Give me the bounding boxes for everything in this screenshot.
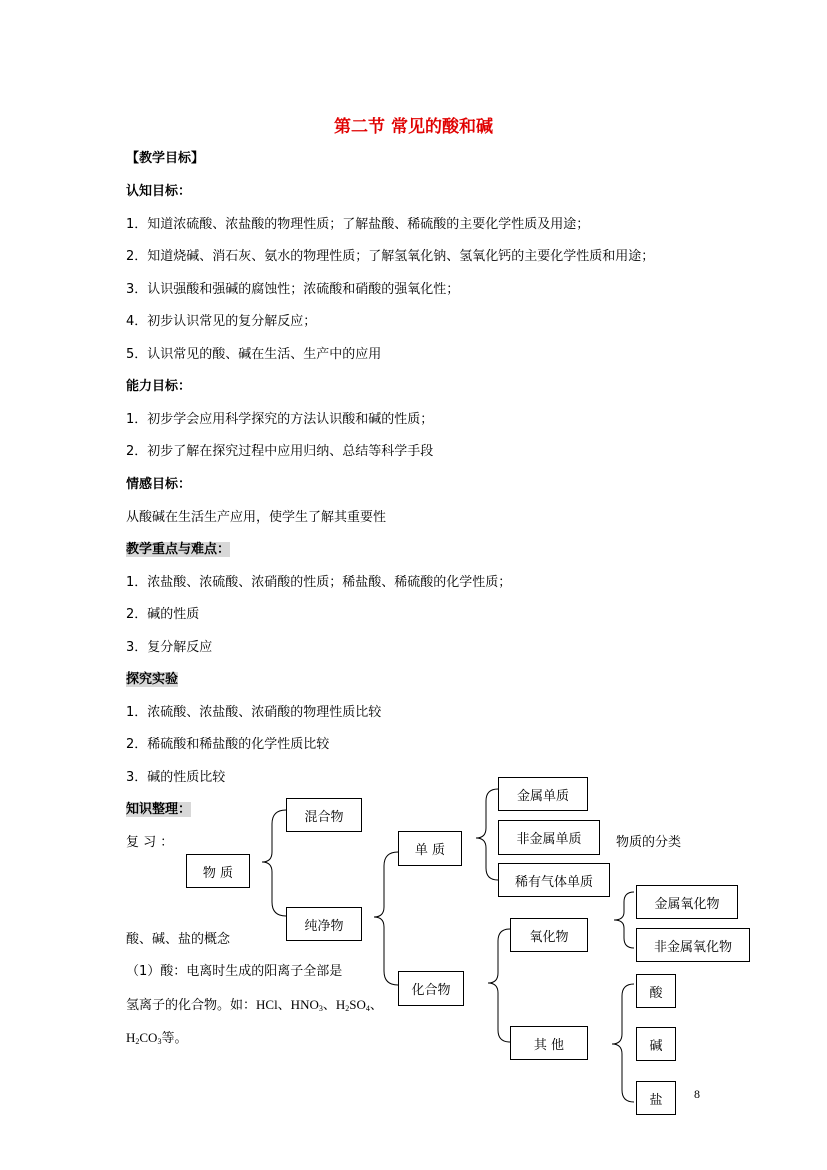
cognitive-item: 1．知道浓硫酸、浓盐酸的物理性质；了解盐酸、稀硫酸的主要化学性质及用途； (126, 217, 590, 232)
cognitive-item: 3．认识强酸和强碱的腐蚀性；浓硫酸和硝酸的强氧化性； (126, 282, 460, 297)
node-nonmetal-oxide: 非金属氧化物 (636, 928, 750, 962)
keypoints-header: 教学重点与难点： (126, 542, 231, 557)
cognitive-item: 4．初步认识常见的复分解反应； (126, 314, 317, 329)
ability-header: 能力目标： (126, 379, 192, 394)
goals-header: 【教学目标】 (126, 151, 205, 166)
knowledge-header: 知识整理： (126, 802, 192, 817)
ability-item: 2．初步了解在探究过程中应用归纳、总结等科学手段 (126, 444, 434, 459)
acid-definition: （1）酸：电离时生成的阳离子全部是 (126, 964, 343, 979)
node-pure: 纯净物 (286, 907, 362, 941)
acid-definition-text: 氢离子的化合物。如： (126, 998, 257, 1013)
experiment-item: 3．碱的性质比较 (126, 770, 226, 785)
experiment-item: 1．浓硫酸、浓盐酸、浓硝酸的物理性质比较 (126, 705, 382, 720)
cognitive-item: 5．认识常见的酸、碱在生活、生产中的应用 (126, 347, 382, 362)
page-number: 8 (694, 1087, 700, 1101)
page-title: 第二节 常见的酸和碱 (334, 117, 493, 137)
node-compound: 化合物 (398, 971, 464, 1006)
node-oxide: 氧化物 (510, 918, 588, 952)
acid-formulas: HCl、$HNO_3$、$H_2SO_4$、 (256, 997, 383, 1013)
keypoint-item: 1．浓盐酸、浓硫酸、浓硝酸的性质；稀盐酸、稀硫酸的化学性质； (126, 575, 512, 590)
node-metal-oxide: 金属氧化物 (636, 885, 738, 919)
node-noble-gas: 稀有气体单质 (498, 863, 610, 897)
node-nonmetal: 非金属单质 (498, 820, 600, 855)
experiment-header: 探究实验 (126, 672, 179, 687)
diagram-caption: 物质的分类 (616, 835, 682, 850)
cognitive-header: 认知目标： (126, 184, 192, 199)
experiment-item: 2．稀硫酸和稀盐酸的化学性质比较 (126, 737, 330, 752)
node-mixture: 混合物 (286, 798, 362, 832)
acid-formulas-cont: $H_2CO_3$等。 (126, 1030, 188, 1046)
keypoint-item: 3．复分解反应 (126, 640, 213, 655)
node-element: 单 质 (398, 831, 462, 866)
review-label: 复 习 ： (126, 835, 174, 850)
emotion-item: 从酸碱在生活生产应用，使学生了解其重要性 (126, 510, 387, 525)
node-base: 碱 (636, 1027, 676, 1061)
node-salt: 盐 (636, 1081, 676, 1115)
node-acid: 酸 (636, 974, 676, 1008)
node-matter: 物 质 (186, 854, 250, 888)
concept-title: 酸、碱、盐的概念 (126, 932, 231, 947)
node-other: 其 他 (510, 1026, 588, 1060)
emotion-header: 情感目标： (126, 477, 192, 492)
ability-item: 1．初步学会应用科学探究的方法认识酸和碱的性质； (126, 412, 434, 427)
node-metal: 金属单质 (498, 777, 588, 811)
keypoint-item: 2．碱的性质 (126, 607, 200, 622)
cognitive-item: 2．知道烧碱、消石灰、氨水的物理性质；了解氢氧化钠、氢氧化钙的主要化学性质和用途； (126, 249, 655, 264)
